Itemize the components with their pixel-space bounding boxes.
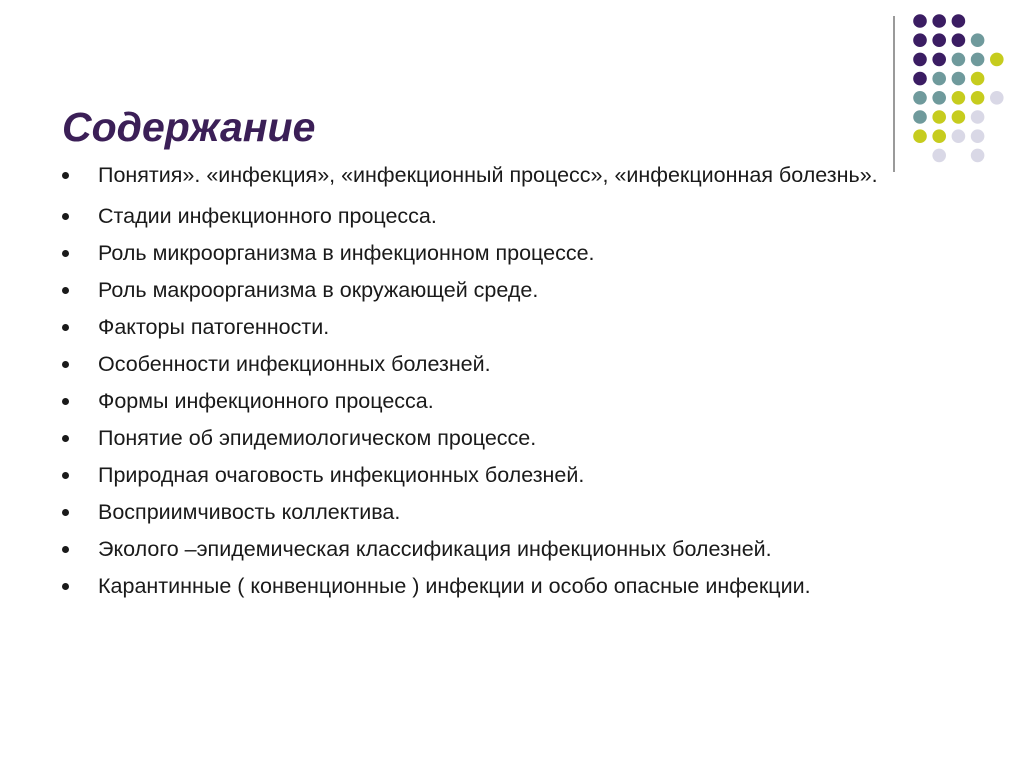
decorative-dot	[913, 72, 927, 86]
list-item-text: Роль макроорганизма в окружающей среде.	[98, 278, 539, 302]
decorative-dot	[952, 129, 966, 143]
bullet-marker	[62, 435, 69, 442]
decorative-dot	[952, 53, 966, 67]
list-item-text: Формы инфекционного процесса.	[98, 389, 434, 413]
decorative-dot	[932, 72, 946, 86]
decorative-dot	[952, 110, 966, 124]
decorative-dot	[971, 91, 985, 105]
decorative-dot	[932, 110, 946, 124]
list-item-text: Карантинные ( конвенционные ) инфекции и особо опасные инфекции.	[98, 574, 811, 598]
decorative-dot	[932, 14, 946, 28]
decorative-dot	[971, 149, 985, 163]
list-item	[62, 349, 962, 380]
list-item-text: Эколого –эпидемическая классификация инфекционных болезней.	[98, 537, 772, 561]
list-item	[62, 160, 962, 191]
list-item	[62, 275, 962, 306]
list-item	[62, 497, 962, 528]
bullet-marker	[62, 546, 69, 553]
decorative-dot	[952, 33, 966, 47]
list-item-text: Восприимчивость коллектива.	[98, 500, 401, 524]
bullet-marker	[62, 509, 69, 516]
decorative-dot	[932, 91, 946, 105]
list-item	[62, 386, 962, 417]
list-item	[62, 460, 962, 491]
vertical-divider	[893, 16, 895, 172]
decorative-dot	[913, 91, 927, 105]
decorative-dot	[913, 53, 927, 67]
decorative-dot	[990, 91, 1004, 105]
decorative-dot	[990, 53, 1004, 67]
decorative-dot	[932, 129, 946, 143]
list-item-text: Особенности инфекционных болезней.	[98, 352, 491, 376]
decorative-dot	[971, 129, 985, 143]
list-item	[62, 534, 962, 565]
decorative-dot	[952, 14, 966, 28]
list-item	[62, 238, 962, 269]
decorative-dot	[971, 110, 985, 124]
slide-title: Содержание	[62, 104, 316, 150]
decorative-dot	[971, 72, 985, 86]
list-item-text: Роль микроорганизма в инфекционном процессе.	[98, 241, 595, 265]
decorative-dot	[952, 72, 966, 86]
decorative-dot	[932, 53, 946, 67]
decorative-dot	[913, 33, 927, 47]
decorative-dot	[913, 14, 927, 28]
list-item	[62, 312, 962, 343]
decorative-dot	[971, 33, 985, 47]
bullet-marker	[62, 472, 69, 479]
decorative-dot	[913, 129, 927, 143]
bullet-list	[62, 160, 962, 608]
decorative-dot	[971, 53, 985, 67]
bullet-marker	[62, 250, 69, 257]
decorative-dot	[913, 110, 927, 124]
bullet-marker	[62, 213, 69, 220]
bullet-marker	[62, 583, 69, 590]
decorative-dot	[952, 91, 966, 105]
bullet-marker	[62, 172, 69, 179]
list-item-text: Стадии инфекционного процесса.	[98, 204, 437, 228]
bullet-marker	[62, 361, 69, 368]
list-item	[62, 201, 962, 232]
bullet-marker	[62, 324, 69, 331]
list-item-text: Понятия». «инфекция», «инфекционный процесс», «инфекционная болезнь».	[98, 163, 878, 187]
list-item	[62, 423, 962, 454]
decorative-dot	[932, 33, 946, 47]
list-item-text: Факторы патогенности.	[98, 315, 330, 339]
list-item	[62, 571, 962, 602]
list-item-text: Понятие об эпидемиологическом процессе.	[98, 426, 537, 450]
bullet-marker	[62, 398, 69, 405]
list-item-text: Природная очаговость инфекционных болезней.	[98, 463, 585, 487]
bullet-marker	[62, 287, 69, 294]
